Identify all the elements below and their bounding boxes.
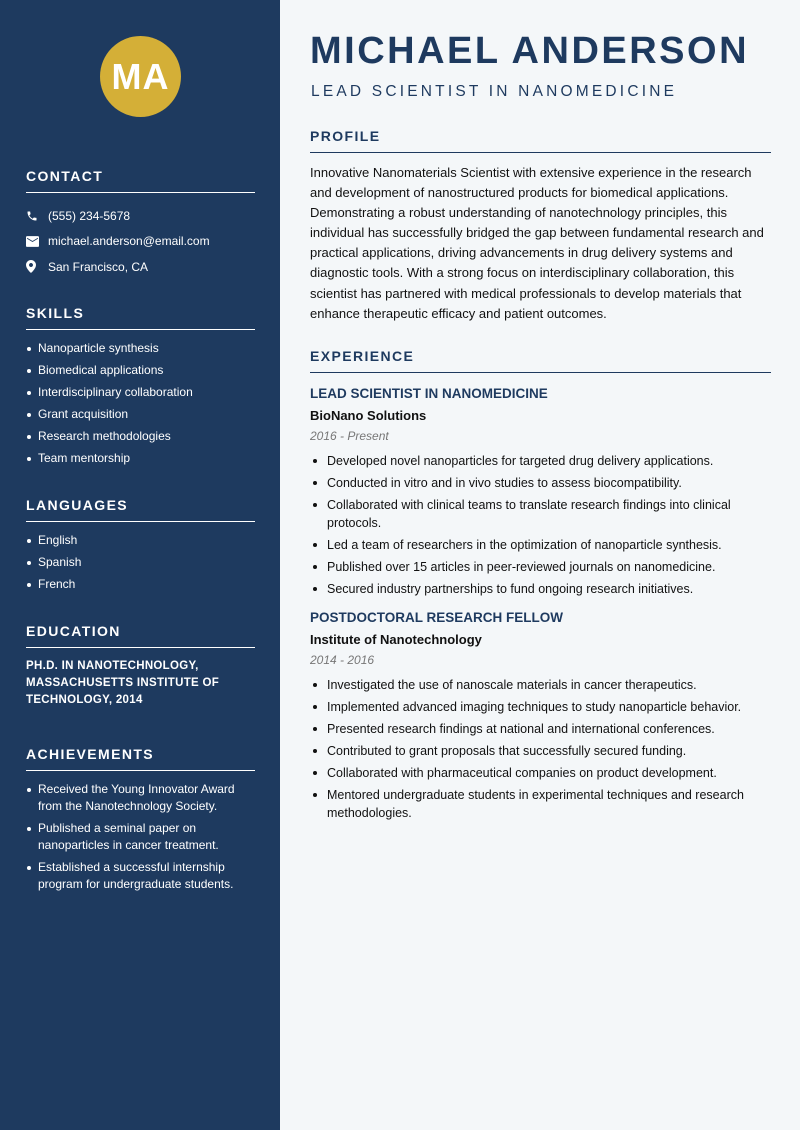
- skills-list: [26, 340, 255, 467]
- job-dates: 2014 - 2016: [310, 653, 375, 667]
- phone-icon: [26, 210, 48, 222]
- education-degree: PH.D. IN NANOTECHNOLOGY, MASSACHUSETTS INSTITUTE OF TECHNOLOGY, 2014: [26, 660, 220, 706]
- job-bullet: Conducted in vitro and in vivo studies to assess biocompatibility.: [310, 474, 771, 492]
- job-bullet: Developed novel nanoparticles for targeted drug delivery applications.: [310, 452, 771, 470]
- education-heading: EDUCATION: [26, 623, 255, 648]
- location-pin-icon: [26, 260, 48, 273]
- job-company: BioNano Solutions: [310, 408, 427, 423]
- skill-item: Grant acquisition: [26, 406, 255, 423]
- achievement-item: Received the Young Innovator Award from the Nanotechnology Society.: [26, 781, 255, 815]
- job-bullet: Collaborated with pharmaceutical companies on product development.: [310, 764, 771, 782]
- languages-list: [26, 532, 255, 593]
- language-item: Spanish: [26, 554, 255, 571]
- language-item: English: [26, 532, 255, 549]
- candidate-name: MICHAEL ANDERSON: [310, 30, 750, 72]
- job-bullet: Contributed to grant proposals that successfully secured funding.: [310, 742, 771, 760]
- skill-item: Team mentorship: [26, 450, 255, 467]
- languages-heading: LANGUAGES: [26, 497, 255, 522]
- language-item: French: [26, 576, 255, 593]
- experience-heading: EXPERIENCE: [310, 348, 771, 373]
- skill-item: Biomedical applications: [26, 362, 255, 379]
- job-bullet: Collaborated with clinical teams to translate research findings into clinical protocols.: [310, 496, 771, 532]
- experience-section: [310, 348, 771, 826]
- skills-section: [26, 305, 255, 472]
- avatar: [100, 36, 181, 117]
- contact-email-text: michael.anderson@email.com: [48, 234, 210, 249]
- skills-heading: SKILLS: [26, 305, 255, 330]
- achievements-section: [26, 746, 255, 898]
- contact-section: [26, 168, 255, 280]
- job-bullet: Presented research findings at national and international conferences.: [310, 720, 771, 738]
- avatar-initials: MA: [111, 55, 170, 97]
- profile-section: [310, 128, 771, 324]
- job-bullet: Mentored undergraduate students in experimental techniques and research methodologies.: [310, 786, 771, 822]
- job-bullet: Led a team of researchers in the optimization of nanoparticle synthesis.: [310, 536, 771, 554]
- contact-email: [26, 229, 255, 255]
- job-bullet: Secured industry partnerships to fund ongoing research initiatives.: [310, 580, 771, 598]
- contact-list: [26, 203, 255, 280]
- job-bullets: [310, 452, 771, 598]
- job-entry: [310, 610, 771, 822]
- job-bullet: Investigated the use of nanoscale materials in cancer therapeutics.: [310, 676, 771, 694]
- main-content: [280, 0, 800, 1130]
- education-section: [26, 623, 255, 709]
- job-title: LEAD SCIENTIST IN NANOMEDICINE: [310, 386, 548, 401]
- job-dates: 2016 - Present: [310, 429, 389, 443]
- achievement-item: Established a successful internship program for undergraduate students.: [26, 859, 255, 893]
- languages-section: [26, 497, 255, 598]
- job-bullets: [310, 676, 771, 822]
- contact-phone-text: (555) 234-5678: [48, 208, 131, 223]
- contact-location: [26, 254, 255, 280]
- candidate-title: LEAD SCIENTIST IN NANOMEDICINE: [311, 83, 678, 100]
- job-bullet: Implemented advanced imaging techniques to study nanoparticle behavior.: [310, 698, 771, 716]
- contact-phone: [26, 203, 255, 229]
- achievement-item: Published a seminal paper on nanoparticles in cancer treatment.: [26, 820, 255, 854]
- achievements-heading: ACHIEVEMENTS: [26, 746, 255, 771]
- profile-heading: PROFILE: [310, 128, 771, 153]
- job-title: POSTDOCTORAL RESEARCH FELLOW: [310, 610, 564, 625]
- skill-item: Research methodologies: [26, 428, 255, 445]
- sidebar: [0, 0, 280, 1130]
- job-bullet: Published over 15 articles in peer-reviewed journals on nanomedicine.: [310, 558, 771, 576]
- achievements-list: [26, 781, 255, 893]
- job-entry: [310, 386, 771, 598]
- skill-item: Nanoparticle synthesis: [26, 340, 255, 357]
- job-company: Institute of Nanotechnology: [310, 632, 482, 647]
- contact-heading: CONTACT: [26, 168, 255, 193]
- skill-item: Interdisciplinary collaboration: [26, 384, 255, 401]
- profile-text: Innovative Nanomaterials Scientist with extensive experience in the research and development of nanostructured products for biomedical applications. Demonstrating a robust understanding of nanotechnology principles, this individual has successfully bridged the gap between fundamental research and practical applications, driving advancements in drug delivery systems and diagnostic tools. With a strong focus on interdisciplinary collaboration, this scientist has partnered with medical professionals to develop materials that enhance therapeutic efficacy and patient outcomes.: [310, 165, 764, 321]
- email-icon: [26, 236, 48, 247]
- contact-location-text: San Francisco, CA: [48, 259, 149, 274]
